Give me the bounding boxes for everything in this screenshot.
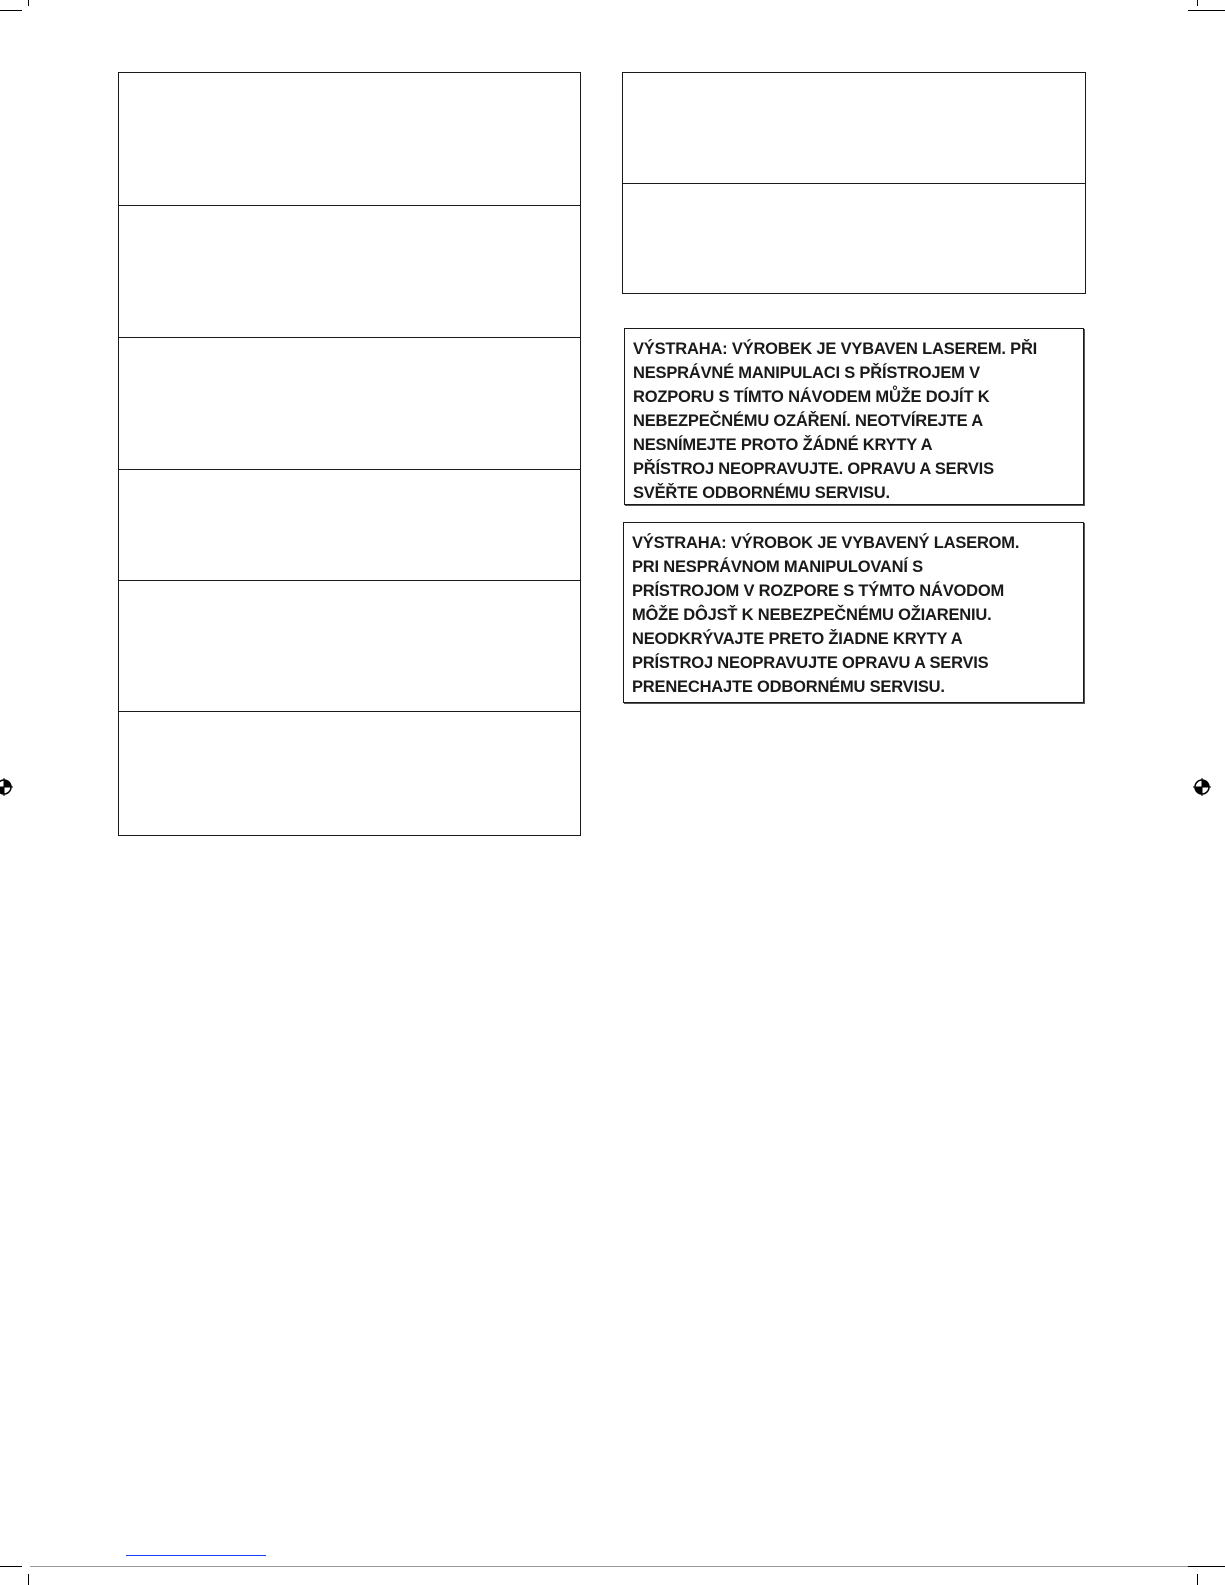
crop-mark-top-left-v xyxy=(28,0,29,6)
right-box-divider xyxy=(623,183,1085,184)
right-label-box-stack xyxy=(622,72,1086,294)
crop-mark-bottom-right-h xyxy=(1188,1566,1225,1567)
warning-cz-line: SVĚŘTE ODBORNÉMU SERVISU. xyxy=(633,484,890,502)
warning-cz-line: NESNÍMEJTE PROTO ŽÁDNÉ KRYTY A xyxy=(633,436,933,454)
warning-sk-line: PRENECHAJTE ODBORNÉMU SERVISU. xyxy=(632,678,945,696)
bottom-trim-line xyxy=(30,1566,1188,1567)
left-box-divider xyxy=(119,580,580,581)
warning-cz-line: NESPRÁVNÉ MANIPULACI S PŘÍSTROJEM V xyxy=(633,364,980,382)
warning-cz-line: PŘÍSTROJ NEOPRAVUJTE. OPRAVU A SERVIS xyxy=(633,460,994,478)
warning-sk-line: VÝSTRAHA: VÝROBOK JE VYBAVENÝ LASEROM. xyxy=(632,534,1020,552)
bottom-blue-rule xyxy=(126,1555,266,1556)
warning-cz-line: NEBEZPEČNÉMU OZÁŘENÍ. NEOTVÍREJTE A xyxy=(633,412,983,430)
crop-mark-top-right-h xyxy=(1188,10,1225,11)
laser-warning-czech xyxy=(624,328,1084,505)
warning-sk-line: PRÍSTROJOM V ROZPORE S TÝMTO NÁVODOM xyxy=(632,582,1005,600)
crop-mark-top-left-h xyxy=(0,10,22,11)
laser-warning-slovak xyxy=(623,522,1084,703)
left-box-divider xyxy=(119,469,580,470)
warning-sk-line: PRI NESPRÁVNOM MANIPULOVANÍ S xyxy=(632,558,923,576)
left-box-divider xyxy=(119,205,580,206)
crop-mark-bottom-right-v xyxy=(1197,1574,1198,1585)
crop-mark-bottom-left-v xyxy=(28,1574,29,1585)
warning-sk-line: MÔŽE DÔJSŤ K NEBEZPEČNÉMU OŽIARENIU. xyxy=(632,606,992,624)
warning-sk-line: PRÍSTROJ NEOPRAVUJTE OPRAVU A SERVIS xyxy=(632,654,989,672)
warning-sk-line: NEODKRÝVAJTE PRETO ŽIADNE KRYTY A xyxy=(632,630,963,648)
left-label-box-stack xyxy=(118,72,581,836)
crop-mark-top-right-v xyxy=(1197,0,1198,6)
warning-cz-line: ROZPORU S TÍMTO NÁVODEM MŮŽE DOJÍT K xyxy=(633,388,990,406)
left-box-divider xyxy=(119,711,580,712)
left-box-divider xyxy=(119,337,580,338)
crop-mark-bottom-left-h xyxy=(0,1566,22,1567)
registration-mark-icon xyxy=(0,778,13,796)
registration-mark-icon xyxy=(1193,778,1211,796)
warning-cz-line: VÝSTRAHA: VÝROBEK JE VYBAVEN LASEREM. PŘI xyxy=(633,340,1038,358)
